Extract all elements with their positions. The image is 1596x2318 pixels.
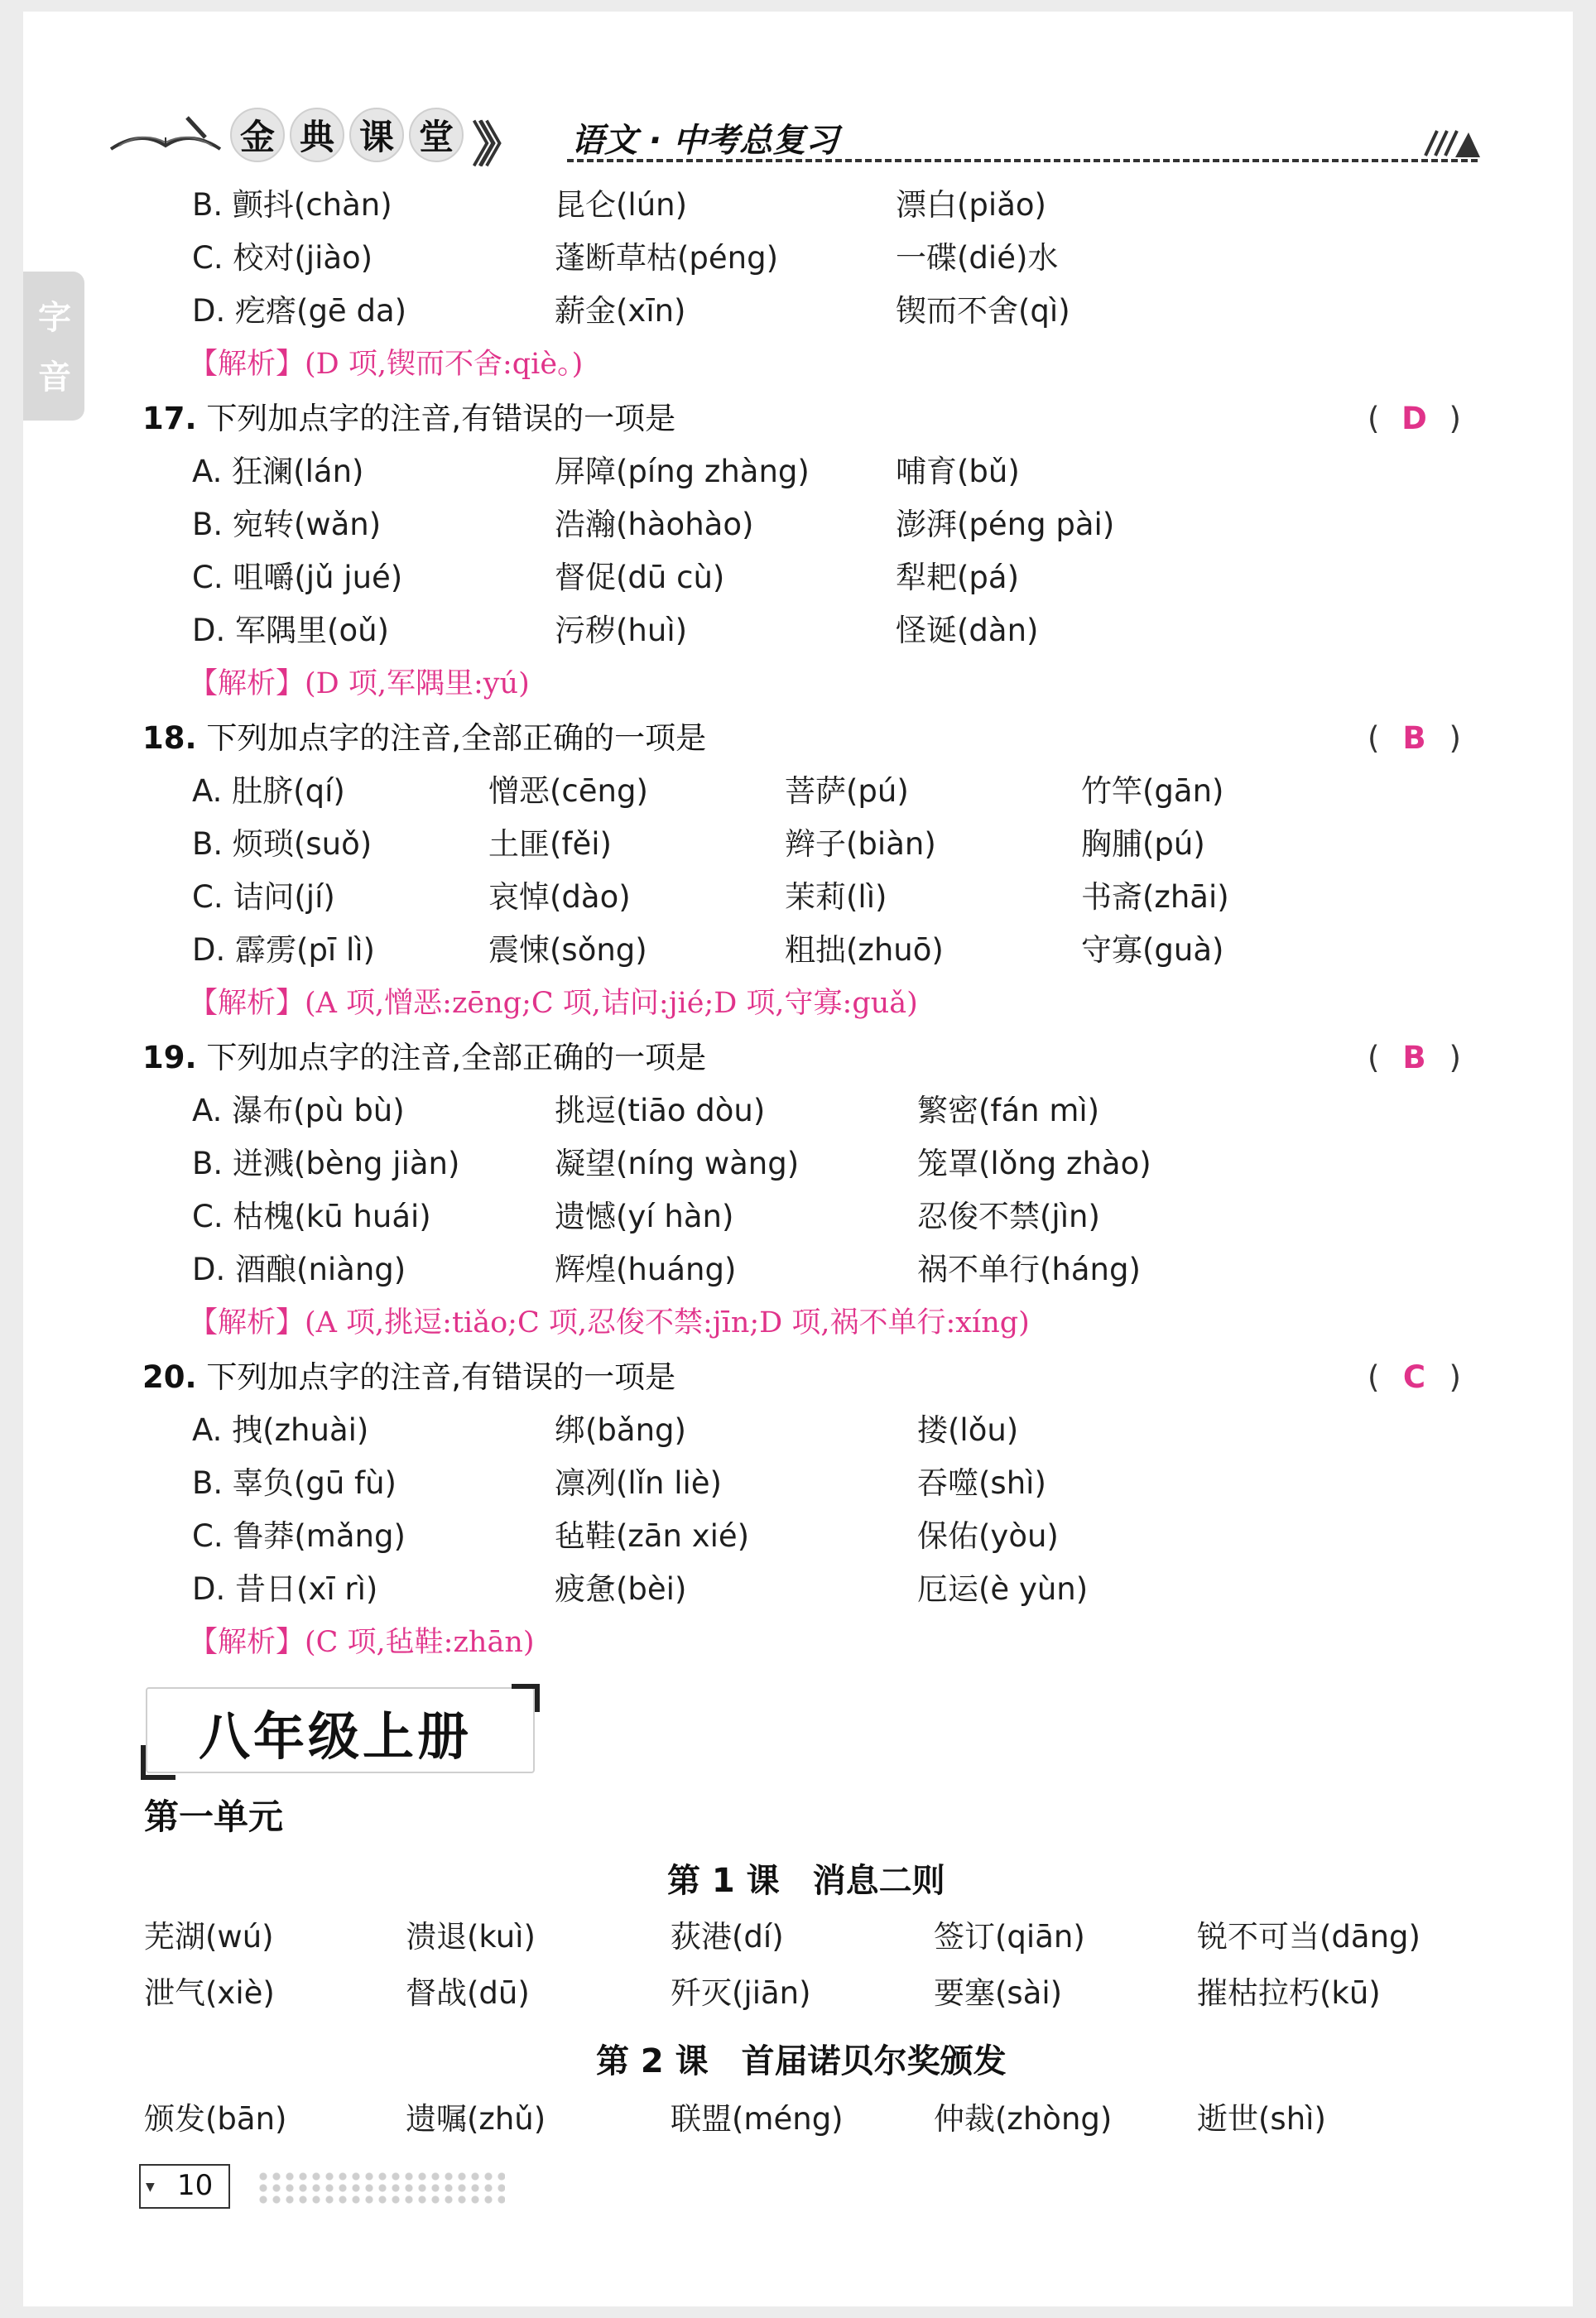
option-text: B. 颤抖(chàn) xyxy=(192,187,392,223)
book-pen-icon xyxy=(108,113,224,154)
vocab-item: 溃退(kuì) xyxy=(406,1919,536,1955)
option-text: 疲惫(bèi) xyxy=(555,1571,687,1607)
option-text: B. 烦琐(suǒ) xyxy=(192,826,373,862)
option-text: 辫子(biàn) xyxy=(785,826,936,862)
vocab-item: 歼灭(jiān) xyxy=(671,1975,811,2011)
corner-bracket xyxy=(141,1745,175,1780)
option-text: C. 咀嚼(jǔ jué) xyxy=(192,560,403,595)
vocab-item: 荻港(dí) xyxy=(671,1919,784,1955)
option-text: 守寡(guà) xyxy=(1081,932,1224,968)
option-text: 绑(bǎng) xyxy=(555,1412,686,1448)
question-text: 下列加点字的注音,全部正确的一项是 xyxy=(206,720,707,756)
question-number: 20. xyxy=(142,1359,197,1395)
option-text: D. 军隅里(oǔ) xyxy=(192,613,389,648)
lesson-title: 第 1 课 消息二则 xyxy=(667,1862,945,1900)
dot-pattern xyxy=(257,2171,505,2204)
answer-bracket: ( D ) xyxy=(1368,399,1461,439)
page-number: 10 xyxy=(177,2169,214,2202)
answer-bracket: ( B ) xyxy=(1368,1038,1461,1078)
answer-letter: B xyxy=(1402,1040,1426,1075)
option-text: 凝望(níng wàng) xyxy=(555,1146,800,1181)
vocab-item: 仲裁(zhòng) xyxy=(934,2101,1113,2137)
vocab-item: 遗嘱(zhǔ) xyxy=(406,2101,546,2137)
option-text: 漂白(piǎo) xyxy=(896,187,1046,223)
answer-bracket: ( B ) xyxy=(1368,719,1461,758)
vocab-item: 摧枯拉朽(kū) xyxy=(1197,1975,1381,2011)
vocab-item: 锐不可当(dāng) xyxy=(1197,1919,1421,1955)
option-text: C. 诘问(jí) xyxy=(192,879,335,915)
option-text: D. 酒酿(niàng) xyxy=(192,1252,406,1287)
question-20 xyxy=(142,1358,675,1397)
option-text: 吞噬(shì) xyxy=(917,1465,1046,1501)
option-text: 繁密(fán mì) xyxy=(917,1093,1100,1128)
brand-char: 典 xyxy=(290,108,344,162)
option-text: 厄运(è yùn) xyxy=(917,1571,1089,1607)
unit-title: 第一单元 xyxy=(144,1796,284,1837)
chevron-icon: 》》 xyxy=(472,117,508,173)
option-text: 粗拙(zhuō) xyxy=(785,932,944,968)
option-text: 浩瀚(hàohào) xyxy=(555,507,754,542)
option-text: C. 校对(jiào) xyxy=(192,240,373,276)
option-text: 祸不单行(háng) xyxy=(917,1252,1141,1287)
page-number-box xyxy=(139,2164,230,2209)
option-text: 茉莉(lì) xyxy=(785,879,887,915)
option-text: 保佑(yòu) xyxy=(917,1518,1059,1554)
stripes-triangle-icon xyxy=(1422,123,1480,159)
answer-bracket: ( C ) xyxy=(1368,1358,1461,1397)
option-text: 震悚(sǒng) xyxy=(488,932,647,968)
analysis-text: 【解析】(A 项,挑逗:tiǎo;C 项,忍俊不禁:jīn;D 项,祸不单行:xíng) xyxy=(189,1306,1030,1339)
option-text: 锲而不舍(qì) xyxy=(896,293,1070,329)
option-text: 督促(dū cù) xyxy=(555,560,725,595)
option-text: B. 宛转(wǎn) xyxy=(192,507,382,542)
subject-title: 语文 · 中考总复习 xyxy=(571,122,839,160)
option-text: 蓬断草枯(péng) xyxy=(555,240,779,276)
analysis-text: 【解析】(C 项,毡鞋:zhān) xyxy=(189,1626,535,1659)
question-text: 下列加点字的注音,全部正确的一项是 xyxy=(206,1040,707,1075)
option-text: A. 拽(zhuài) xyxy=(192,1412,369,1448)
option-text: 书斋(zhāi) xyxy=(1081,879,1229,915)
brand-char: 课 xyxy=(349,108,404,162)
option-text: C. 鲁莽(mǎng) xyxy=(192,1518,406,1554)
option-text: 哀悼(dào) xyxy=(488,879,631,915)
vocab-item: 联盟(méng) xyxy=(671,2101,844,2137)
option-text: 犁耙(pá) xyxy=(896,560,1020,595)
vocab-item: 逝世(shì) xyxy=(1197,2101,1326,2137)
vocab-item: 签订(qiān) xyxy=(934,1919,1085,1955)
option-text: B. 辜负(gū fù) xyxy=(192,1465,397,1501)
side-tab xyxy=(23,272,84,421)
analysis-text: 【解析】(A 项,憎恶:zēng;C 项,诘问:jié;D 项,守寡:guǎ) xyxy=(189,987,918,1020)
option-text: 哺育(bǔ) xyxy=(896,454,1020,489)
option-text: 薪金(xīn) xyxy=(555,293,686,329)
side-tab-char: 音 xyxy=(38,358,71,397)
triangle-icon: ▼ xyxy=(146,2181,155,2194)
option-text: D. 疙瘩(gē da) xyxy=(192,293,407,329)
option-text: 胸脯(pú) xyxy=(1081,826,1205,862)
vocab-item: 颁发(bān) xyxy=(144,2101,287,2137)
option-text: 一碟(dié)水 xyxy=(896,240,1059,276)
side-tab-char: 字 xyxy=(38,299,71,337)
option-text: A. 肚脐(qí) xyxy=(192,773,345,809)
option-text: 搂(lǒu) xyxy=(917,1412,1019,1448)
analysis-text: 【解析】(D 项,军隅里:yú) xyxy=(189,667,530,700)
option-text: 遗憾(yí hàn) xyxy=(555,1199,734,1234)
option-text: B. 迸溅(bèng jiàn) xyxy=(192,1146,460,1181)
question-number: 18. xyxy=(142,720,197,756)
section-header xyxy=(146,1687,535,1773)
option-text: 凛冽(lǐn liè) xyxy=(555,1465,722,1501)
header-divider xyxy=(567,159,1478,162)
question-number: 17. xyxy=(142,401,197,436)
page-header xyxy=(108,99,1473,173)
question-18 xyxy=(142,719,706,758)
option-text: 憎恶(cēng) xyxy=(488,773,648,809)
vocab-item: 督战(dū) xyxy=(406,1975,530,2011)
brand-char: 堂 xyxy=(409,108,464,162)
option-text: 澎湃(péng pài) xyxy=(896,507,1115,542)
answer-letter: D xyxy=(1401,401,1427,436)
option-text: 辉煌(huáng) xyxy=(555,1252,737,1287)
question-text: 下列加点字的注音,有错误的一项是 xyxy=(206,401,676,436)
option-text: 竹竿(gān) xyxy=(1081,773,1224,809)
option-text: 怪诞(dàn) xyxy=(896,613,1039,648)
option-text: 毡鞋(zān xié) xyxy=(555,1518,750,1554)
lesson-title: 第 2 课 首届诺贝尔奖颁发 xyxy=(596,2042,1007,2080)
section-title: 八年级上册 xyxy=(199,1706,473,1767)
vocab-item: 泄气(xiè) xyxy=(144,1975,275,2011)
option-text: C. 枯槐(kū huái) xyxy=(192,1199,431,1234)
question-text: 下列加点字的注音,有错误的一项是 xyxy=(206,1359,676,1395)
option-text: A. 瀑布(pù bù) xyxy=(192,1093,405,1128)
option-text: 菩萨(pú) xyxy=(785,773,909,809)
question-19 xyxy=(142,1038,706,1078)
option-text: D. 昔日(xī rì) xyxy=(192,1571,378,1607)
option-text: 屏障(píng zhàng) xyxy=(555,454,810,489)
option-text: 土匪(fěi) xyxy=(488,826,612,862)
brand-char: 金 xyxy=(230,108,285,162)
analysis-text: 【解析】(D 项,锲而不舍:qiè。) xyxy=(189,348,584,381)
vocab-item: 要塞(sài) xyxy=(934,1975,1063,2011)
option-text: D. 霹雳(pī lì) xyxy=(192,932,375,968)
vocab-item: 芜湖(wú) xyxy=(144,1919,274,1955)
answer-letter: B xyxy=(1402,720,1426,756)
option-text: 污秽(huì) xyxy=(555,613,688,648)
option-text: A. 狂澜(lán) xyxy=(192,454,364,489)
option-text: 忍俊不禁(jìn) xyxy=(917,1199,1100,1234)
brand-title xyxy=(230,108,464,162)
question-number: 19. xyxy=(142,1040,197,1075)
question-17 xyxy=(142,399,675,439)
answer-letter: C xyxy=(1402,1359,1426,1395)
option-text: 昆仑(lún) xyxy=(555,187,688,223)
option-text: 挑逗(tiāo dòu) xyxy=(555,1093,766,1128)
corner-bracket xyxy=(512,1684,540,1712)
option-text: 笼罩(lǒng zhào) xyxy=(917,1146,1151,1181)
